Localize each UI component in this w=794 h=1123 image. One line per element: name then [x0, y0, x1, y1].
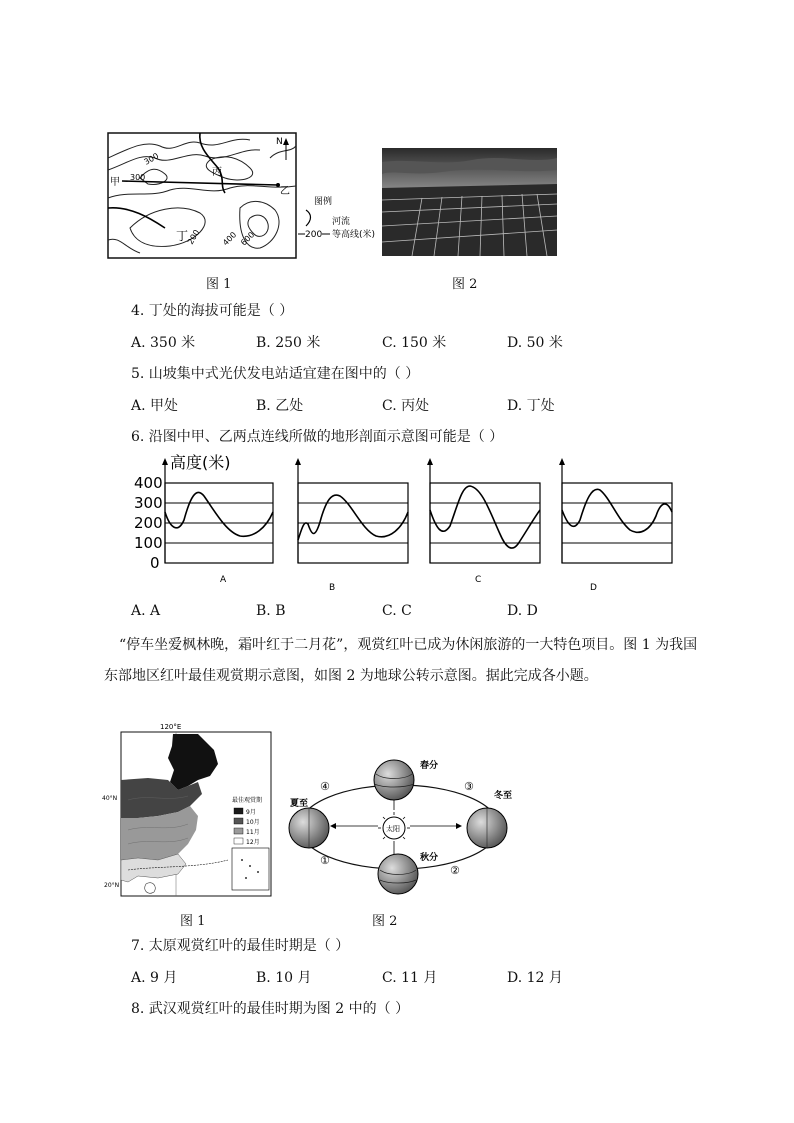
place-ding: 丁 [176, 229, 189, 243]
contour-label-600: 600 [239, 230, 257, 248]
legend-contour: 等高线(米) [332, 230, 376, 240]
profile-tick-400: 400 [134, 474, 163, 492]
q7-option-d[interactable]: D. 12 月 [507, 970, 563, 986]
q5-option-b[interactable]: B. 乙处 [256, 398, 304, 414]
profile-panel-b [295, 458, 408, 563]
legend-contour-value: 200 [305, 230, 323, 240]
contour-map [100, 128, 376, 263]
profile-tick-200: 200 [134, 514, 163, 532]
map-legend-9: 9月 [246, 809, 256, 816]
profile-panel-a [162, 458, 273, 563]
q7-option-c[interactable]: C. 11 月 [382, 970, 438, 986]
profile-tick-0: 0 [150, 554, 160, 572]
legend-river-symbol [306, 210, 311, 226]
profile-panel-label-c: C [475, 575, 482, 585]
q7-stem: 7. 太原观赏红叶的最佳时期是（ ） [131, 938, 350, 954]
map-lat40-label: 40°N [102, 795, 118, 802]
q7-option-b[interactable]: B. 10 月 [256, 970, 312, 986]
profile-panel-c [427, 458, 540, 563]
orbit-segment-4: ④ [320, 780, 330, 793]
q7-option-a[interactable]: A. 9 月 [131, 970, 178, 986]
solar-panel-photo [382, 148, 557, 256]
figure1-caption: 图 1 [206, 277, 232, 292]
q5-stem: 5. 山坡集中式光伏发电站适宜建在图中的（ ） [131, 366, 420, 382]
profile-panel-label-a: A [220, 575, 227, 585]
q4-option-d[interactable]: D. 50 米 [507, 335, 563, 351]
orbit-label-spring: 春分 [420, 761, 439, 771]
orbit-segment-1: ① [320, 854, 330, 867]
contour-label-200: 200 [185, 228, 202, 246]
q5-option-d[interactable]: D. 丁处 [507, 398, 555, 414]
figure2-caption: 图 2 [452, 277, 478, 292]
profile-ylabel: 高度(米) [170, 453, 231, 472]
q6-option-b[interactable]: B. B [256, 603, 286, 619]
profile-tick-100: 100 [134, 534, 163, 552]
china-redleaf-map [102, 720, 278, 898]
q4-stem: 4. 丁处的海拔可能是（ ） [131, 303, 294, 319]
map-lat20-label: 20°N [104, 882, 120, 889]
contour-label-400: 400 [221, 230, 239, 248]
q4-option-a[interactable]: A. 350 米 [131, 335, 196, 351]
north-label: N [276, 137, 283, 147]
globe-winter [467, 808, 507, 848]
sun-label: 太阳 [386, 825, 400, 833]
orbit-label-winter: 冬至 [494, 791, 513, 801]
contour-map-figure [100, 128, 376, 263]
profile-figure [134, 450, 700, 600]
legend-swatch-9 [234, 808, 243, 814]
map-legend-title: 最佳观赏期 [232, 797, 263, 804]
legend-swatch-10 [234, 818, 243, 824]
south-sea-inset [232, 848, 269, 890]
earth-orbit-diagram [284, 752, 524, 897]
profile-tick-300: 300 [134, 494, 163, 512]
place-bing: 丙 [212, 167, 222, 178]
map-legend-11: 11月 [246, 829, 260, 836]
globe-spring [374, 760, 414, 800]
q6-stem: 6. 沿图中甲、乙两点连线所做的地形剖面示意图可能是（ ） [131, 429, 504, 445]
map-lon-label: 120°E [160, 723, 182, 731]
profile-panel-d [559, 458, 672, 563]
q4-option-c[interactable]: C. 150 米 [382, 335, 447, 351]
legend-swatch-12 [234, 838, 243, 844]
orbit-label-autumn: 秋分 [420, 853, 439, 863]
contour-label-300b: 300 [130, 173, 146, 182]
q6-option-d[interactable]: D. D [507, 603, 538, 619]
q8-stem: 8. 武汉观赏红叶的最佳时期为图 2 中的（ ） [131, 1001, 410, 1017]
profile-panel-label-b: B [329, 583, 336, 593]
map-legend-12: 12月 [246, 839, 260, 846]
legend-title: 图例 [314, 197, 333, 207]
globe-summer [289, 808, 329, 848]
q4-option-b[interactable]: B. 250 米 [256, 335, 321, 351]
passage-line-1: “停车坐爱枫林晚，霜叶红于二月花”，观赏红叶已成为休闲旅游的一大特色项目。图 1 为我国 [119, 637, 698, 653]
q5-option-a[interactable]: A. 甲处 [131, 398, 179, 414]
profile-panel-label-d: D [590, 583, 597, 593]
legend-river: 河流 [332, 217, 351, 227]
contour-label-300a: 300 [142, 151, 161, 167]
q6-option-a[interactable]: A. A [131, 603, 161, 619]
orbit-segment-2: ② [450, 864, 460, 877]
row2-figure1-caption: 图 1 [180, 914, 206, 929]
q6-option-c[interactable]: C. C [382, 603, 412, 619]
q5-option-c[interactable]: C. 丙处 [382, 398, 430, 414]
passage-line-2: 东部地区红叶最佳观赏期示意图，如图 2 为地球公转示意图。据此完成各小题。 [104, 668, 598, 684]
orbit-segment-3: ③ [464, 780, 474, 793]
place-yi: 乙 [280, 186, 290, 197]
row2-figure2-caption: 图 2 [372, 914, 398, 929]
globe-autumn [378, 854, 418, 894]
orbit-label-summer: 夏至 [290, 799, 309, 809]
legend-swatch-11 [234, 828, 243, 834]
place-jia: 甲 [110, 177, 120, 188]
map-legend-10: 10月 [246, 819, 260, 826]
